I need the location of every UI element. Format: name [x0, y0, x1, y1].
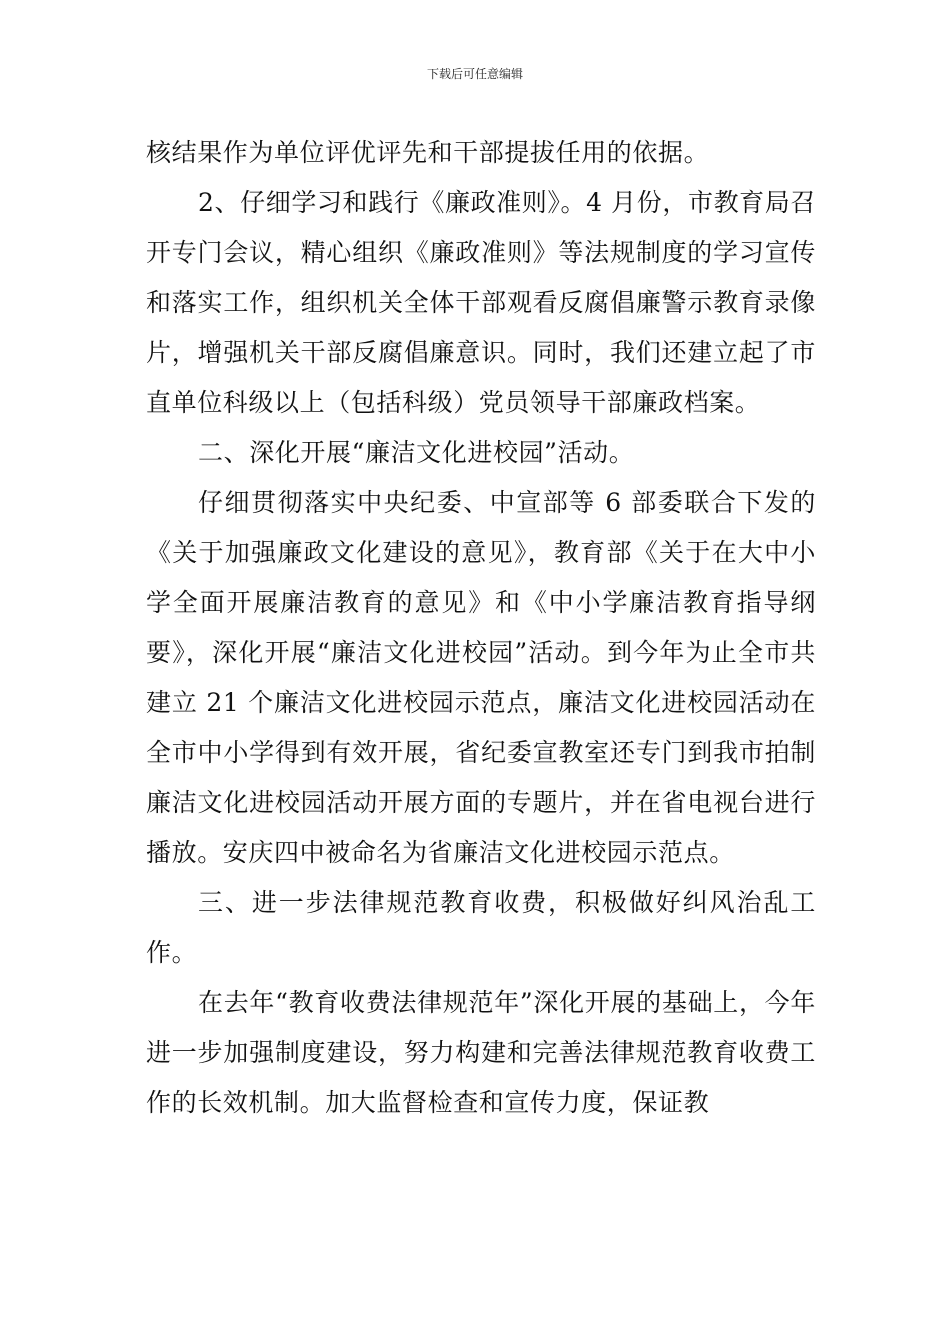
- document-body: [146, 128, 816, 1128]
- section-heading-two: 二、深化开展“廉洁文化进校园”活动。: [198, 438, 635, 467]
- paragraph-integrity-culture: 仔细贯彻落实中央纪委、中宣部等 6 部委联合下发的《关于加强廉政文化建设的意见》，教育部《关于在大中小学全面开展廉洁教育的意见》和《中小学廉洁教育指导纲要》，深化开展“廉洁文化进校园”活动。到今年为止全市共建立 21 个廉洁文化进校园示范点，廉洁文化进校园活动在全市中小学得到有效开展，省纪委宣教室还专门到我市拍制廉洁文化进校园活动开展方面的专题片，并在省电视台进行播放。安庆四中被命名为省廉洁文化进校园示范点。: [146, 488, 816, 867]
- section-heading-three: 三、进一步法律规范教育收费，积极做好纠风治乱工作。: [146, 888, 816, 967]
- paragraph-education-fees: 在去年“教育收费法律规范年”深化开展的基础上，今年进一步加强制度建设，努力构建和完善法律规范教育收费工作的长效机制。加大监督检查和宣传力度，保证教: [146, 988, 816, 1117]
- paragraph-continuation: 核结果作为单位评优评先和干部提拔任用的依据。: [146, 138, 710, 167]
- page-header-note: 下载后可任意编辑: [426, 67, 523, 81]
- paragraph-integrity-rules: 2、仔细学习和践行《廉政准则》。4 月份，市教育局召开专门会议，精心组织《廉政准则》等法规制度的学习宣传和落实工作，组织机关全体干部观看反腐倡廉警示教育录像片，增强机关干部反腐倡廉意识。同时，我们还建立起了市直单位科级以上（包括科级）党员领导干部廉政档案。: [146, 188, 816, 417]
